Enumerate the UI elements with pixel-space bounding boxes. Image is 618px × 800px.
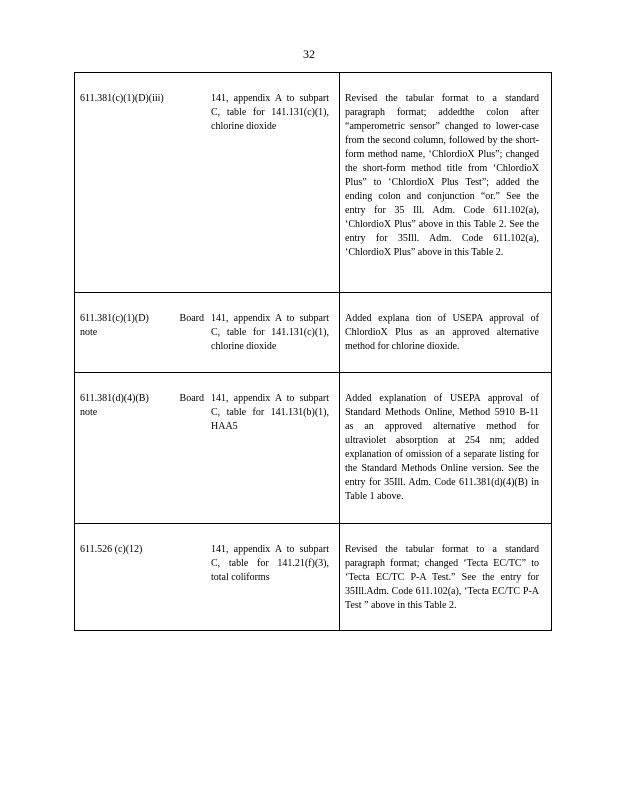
table-row — [75, 73, 552, 293]
section-cell — [75, 293, 210, 373]
section-cell — [75, 373, 210, 524]
page-number: 32 — [303, 47, 315, 61]
table-row — [75, 373, 552, 524]
section-cell — [75, 73, 210, 293]
amendments-table — [74, 72, 552, 631]
description-cell: Added explana tion of USEPA approval of ChlordioX Plus as an approved alternative method for chlorine dioxide. — [340, 293, 552, 373]
reference-cell: 141, appendix A to subpart C, table for 141.131(c)(1), chlorine dioxide — [209, 73, 340, 293]
reference-cell: 141, appendix A to subpart C, table for 141.131(c)(1), chlorine dioxide — [209, 293, 340, 373]
section-citation: 611.381(d)(4)(B) — [80, 393, 149, 404]
section-citation: 611.526 (c)(12) — [80, 544, 143, 555]
reference-cell: 141, appendix A to subpart C, table for 141.131(b)(1), HAA5 — [209, 373, 340, 524]
description-cell: Revised the tabular format to a standard paragraph format; addedthe colon after “amperometric sensor” changed to lower-case from the second column, followed by the short-form method name, ‘ChlordioX Plus”; changed the short-form method title from ‘ChlordioX Plus” to ‘ChlordioX Plus Test”; added the ending colon and conjunction “or.” See the entry for 35 Ill. Adm. Code 611.102(a), ‘ChlordioX Plus” above in this Table 2. See the entry for 35Ill. Adm. Code 611.102(a), ‘ChlordioX Plus” above in this Table 2. — [340, 73, 552, 293]
section-note: note — [80, 327, 98, 338]
section-citation: 611.381(c)(1)(D) — [80, 313, 149, 324]
description-cell: Revised the tabular format to a standard paragraph format; changed ‘Tecta EC/TC” to ‘Tecta EC/TC P-A Test.” See the entry for 35Ill.Adm. Code 611.102(a), ‘Tecta EC/TC P-A Test ” above in this Table 2. — [340, 524, 552, 631]
description-cell: Added explanation of USEPA approval of Standard Methods Online, Method 5910 B-11 as an approved alternative method for ultraviolet absorption at 254 nm; added explanation of omission of a separate listing for the Standard Methods Online version. See the entry for 35Ill. Adm. Code 611.381(d)(4)(B) in Table 1 above. — [340, 373, 552, 524]
section-note-word: Board — [179, 313, 204, 324]
table-row — [75, 293, 552, 373]
section-note-word: Board — [179, 393, 204, 404]
table-row — [75, 524, 552, 631]
reference-cell: 141, appendix A to subpart C, table for 141.21(f)(3), total coliforms — [209, 524, 340, 631]
section-citation: 611.381(c)(1)(D)(iii) — [80, 93, 164, 104]
section-cell — [75, 524, 210, 631]
section-note: note — [80, 407, 98, 418]
